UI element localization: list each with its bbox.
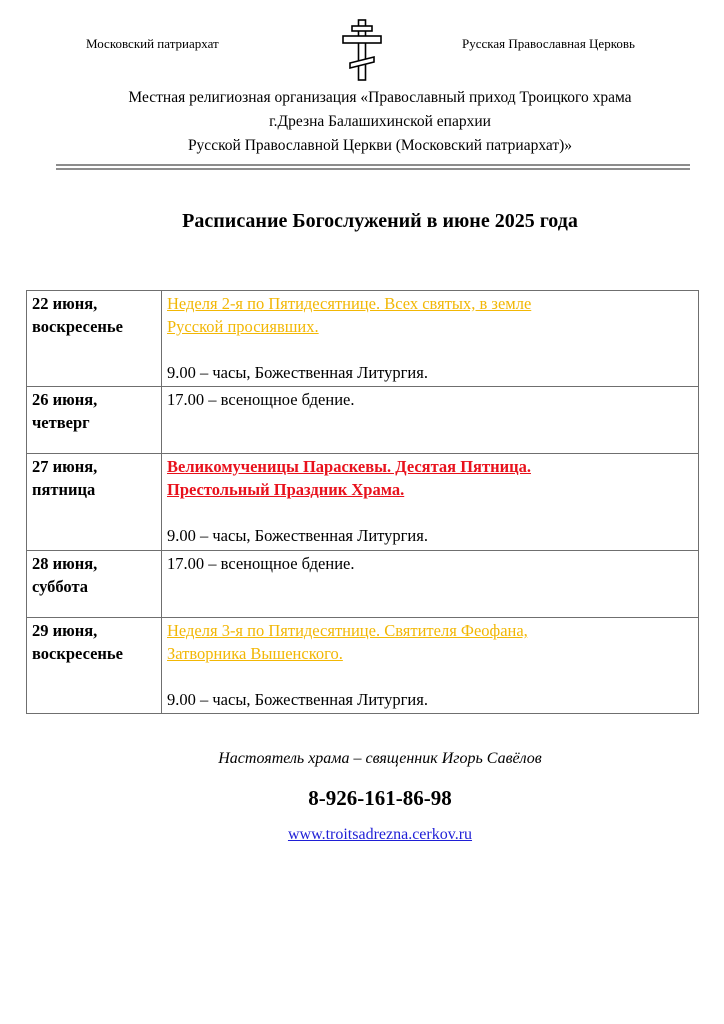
rector-line: Настоятель храма – священник Игорь Савёлов — [218, 750, 542, 767]
org-line: г.Дрезна Балашихинской епархии — [269, 113, 491, 130]
feast-title: Затворника Вышенского. — [167, 644, 343, 663]
orthodox-cross-icon — [340, 18, 384, 82]
weekday-label: воскресенье — [32, 317, 123, 336]
date-label: 27 июня, — [32, 457, 98, 476]
weekday-label: воскресенье — [32, 644, 123, 663]
date-cell — [27, 454, 162, 551]
feast-title: Престольный Праздник Храма. — [167, 480, 405, 499]
phone-number: 8-926-161-86-98 — [308, 786, 452, 810]
organization-name — [40, 86, 720, 158]
website-link[interactable]: www.troitsadrezna.cerkov.ru — [287, 826, 473, 843]
feast-title: Русской просиявших. — [167, 317, 319, 336]
service-cell — [162, 551, 699, 618]
weekday-label: суббота — [32, 577, 89, 596]
service-time: 17.00 – всенощное бдение. — [167, 390, 355, 409]
service-time: 9.00 – часы, Божественная Литургия. — [167, 690, 428, 709]
table-row — [27, 454, 699, 551]
feast-title: Великомученицы Параскевы. Десятая Пятница. — [167, 457, 531, 476]
service-cell — [162, 454, 699, 551]
date-label: 22 июня, — [32, 294, 98, 313]
weekday-label: пятница — [32, 480, 96, 499]
service-cell — [162, 618, 699, 714]
table-row — [27, 551, 699, 618]
patriarchate-label: Московский патриархат — [86, 36, 219, 51]
feast-title: Неделя 2-я по Пятидесятнице. Всех святых, в земле — [167, 294, 532, 313]
date-cell — [27, 291, 162, 387]
table-row — [27, 618, 699, 714]
table-row — [27, 291, 699, 387]
date-cell — [27, 387, 162, 454]
service-time: 9.00 – часы, Божественная Литургия. — [167, 363, 428, 382]
org-line: Местная религиозная организация «Православный приход Троицкого храма — [128, 89, 632, 106]
church-label: Русская Православная Церковь — [462, 36, 635, 51]
org-line: Русской Православной Церкви (Московский патриархат)» — [187, 137, 573, 154]
service-cell — [162, 291, 699, 387]
date-label: 29 июня, — [32, 621, 98, 640]
schedule-table — [26, 290, 699, 714]
feast-title: Неделя 3-я по Пятидесятнице. Святителя Феофана, — [167, 621, 528, 640]
service-cell — [162, 387, 699, 454]
date-cell — [27, 618, 162, 714]
date-label: 26 июня, — [32, 390, 98, 409]
date-cell — [27, 551, 162, 618]
service-time: 17.00 – всенощное бдение. — [167, 554, 355, 573]
service-time: 9.00 – часы, Божественная Литургия. — [167, 526, 428, 545]
header-divider — [56, 164, 690, 170]
table-row — [27, 387, 699, 454]
page-title: Расписание Богослужений в июне 2025 года — [182, 210, 578, 232]
date-label: 28 июня, — [32, 554, 98, 573]
weekday-label: четверг — [32, 413, 90, 432]
